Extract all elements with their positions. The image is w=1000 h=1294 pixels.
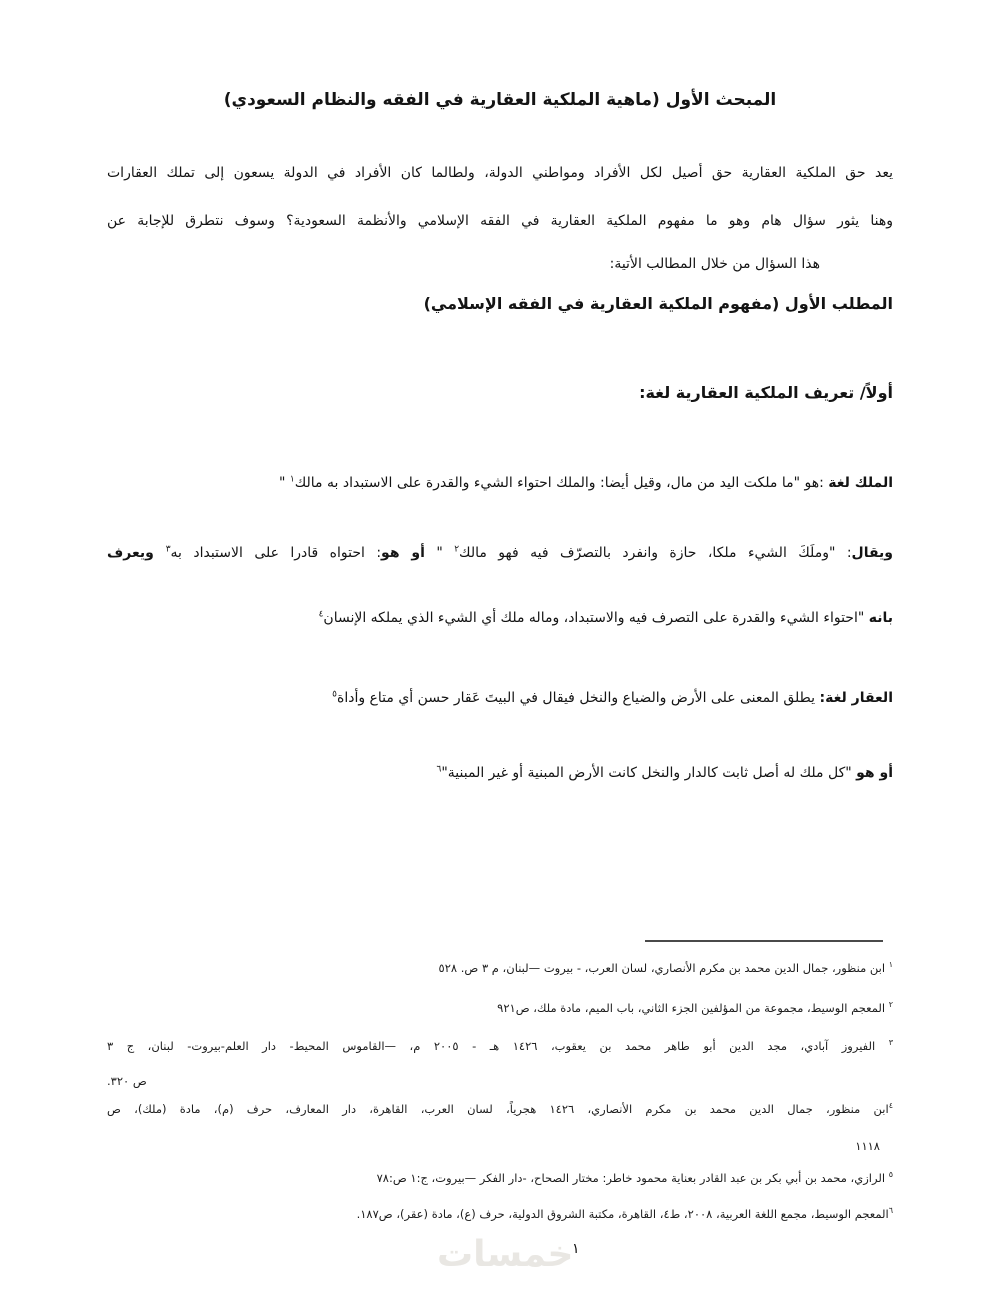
definition-yuqal-text-1: : "وملَكَ الشيء ملكا، حازة وانفرد بالتصرّف فيه فهو مالك xyxy=(459,545,852,561)
footnote-1-text: ابن منظور، جمال الدين محمد بن مكرم الأنصاري، لسان العرب، - بيروت —لبنان، م ٣ ص. ٥٢٨ xyxy=(438,961,889,975)
footnote-4-text: ابن منظور، جمال الدين محمد بن مكرم الأنصاري، ١٤٢٦ هجرياً، لسان العرب، القاهرة، دار المعارف، حرف (م)، مادة (ملك)، ص xyxy=(107,1102,889,1116)
definition-aqar-text: يطلق المعنى على الأرض والضياع والنخل فيقال في البيتَ عَقار حسن أي متاع وأداة xyxy=(337,690,820,706)
footnote-5 xyxy=(377,1170,893,1187)
footnote-ref-2: ٢ xyxy=(454,544,460,555)
heading-matlab-awal: المطلب الأول (مفهوم الملكية العقارية في الفقه الإسلامي) xyxy=(423,294,893,313)
footnote-1 xyxy=(439,960,893,977)
definition-milk-lugha xyxy=(279,473,893,494)
definition-milk-lead: الملك لغة xyxy=(828,475,893,491)
footnote-3-marker: ٣ xyxy=(888,1038,893,1048)
footnote-4-marker: ٤ xyxy=(888,1101,893,1111)
footnote-6 xyxy=(357,1206,893,1223)
definition-yuqal-line-2 xyxy=(319,608,893,629)
footnote-5-text: الرازي، محمد بن أبي بكر بن عبد القادر بعناية محمود خاطر: مختار الصحاح، -دار الفكر —بيروت، ج:١ ص:٧٨ xyxy=(376,1171,889,1185)
page-title: المبحث الأول (ماهية الملكية العقارية في الفقه والنظام السعودي) xyxy=(223,90,777,110)
footnote-2-text: المعجم الوسيط، مجموعة من المؤلفين الجزء الثاني، باب الميم، مادة ملك، ص٩٢١ xyxy=(497,1001,889,1015)
intro-line-3: هذا السؤال من خلال المطالب الأتية: xyxy=(609,256,820,272)
footnote-3-line-2: ص ٣٢٠. xyxy=(107,1074,147,1088)
footnote-2 xyxy=(497,1000,893,1017)
footnote-4-line-1 xyxy=(107,1101,893,1118)
definition-banah-text: "احتواء الشيء والقدرة على التصرف فيه والاستبداد، وماله ملك أي الشيء الذي يملكه الإنسان xyxy=(323,610,869,626)
footnote-3-text: الفيروز آبادي، مجد الدين أبو طاهر محمد بن يعقوب، ١٤٢٦ هـ - ٢٠٠٥ م، —القاموس المحيط- دار العلم-بيروت- لبنان، ج ٣ xyxy=(107,1039,889,1053)
footnote-3-line-1 xyxy=(107,1038,893,1055)
heading-awalan-tarif: أولاً/ تعريف الملكية العقارية لغة: xyxy=(639,383,893,402)
page-number: ١ xyxy=(572,1241,580,1257)
definition-banah-lead: بانه xyxy=(868,610,893,626)
footnote-2-marker: ٢ xyxy=(888,1000,893,1010)
definition-awhu xyxy=(437,763,893,784)
definition-yuqal-line-1 xyxy=(107,543,893,564)
definition-aqar-lugha xyxy=(332,688,893,709)
footnote-5-marker: ٥ xyxy=(888,1170,893,1180)
footnote-ref-3: ٣ xyxy=(165,544,171,555)
definition-yuqal-text-2: " xyxy=(424,545,455,561)
footnote-ref-4: ٤ xyxy=(318,609,324,620)
definition-awhu-lead-inline: أو هو xyxy=(381,545,425,561)
intro-line-1: يعد حق الملكية العقارية حق أصيل لكل الأفراد ومواطني الدولة، ولطالما كان الأفراد في الدولة يسعون إلى تملك العقارات xyxy=(107,165,893,181)
footnote-ref-1: ١ xyxy=(289,474,295,485)
footnote-1-marker: ١ xyxy=(888,960,893,970)
definition-yuqal-text-3: : احتواه قادرا على الاستبداد به xyxy=(170,545,382,561)
definition-awhu-lead: أو هو xyxy=(856,765,893,781)
footnote-divider xyxy=(645,940,883,942)
intro-line-2: وهنا يثور سؤال هام وهو ما مفهوم الملكية العقارية في الفقه الإسلامي والأنظمة السعودية؟ وسوف نتطرق للإجابة عن xyxy=(107,213,893,229)
definition-yuqal-lead: ويقال xyxy=(851,545,893,561)
footnote-4-line-2: ١١١٨ xyxy=(855,1139,880,1153)
definition-awhu-text: "كل ملك له أصل ثابت كالدار والنخل كانت الأرض المبنية أو غير المبنية" xyxy=(441,765,857,781)
footnote-6-marker: ٦ xyxy=(888,1206,893,1216)
khamsat-watermark: خمسات xyxy=(437,1234,574,1275)
definition-aqar-lead: العقار لغة: xyxy=(819,690,893,706)
footnote-6-text: المعجم الوسيط، مجمع اللغة العربية، ٢٠٠٨، ط٤، القاهرة، مكتبة الشروق الدولية، حرف (ع)، مادة (عقر)، ص١٨٧. xyxy=(356,1207,889,1221)
definition-milk-text: :هو "ما ملكت اليد من مال، وقيل أيضا: والملك احتواء الشيء والقدرة على الاستبداد به مالك xyxy=(294,475,829,491)
definition-yuaraf-lead: ويعرف xyxy=(107,545,166,561)
definition-milk-quote-end: " xyxy=(278,475,290,491)
footnote-ref-5: ٥ xyxy=(332,689,337,700)
footnote-ref-6: ٦ xyxy=(436,764,442,775)
